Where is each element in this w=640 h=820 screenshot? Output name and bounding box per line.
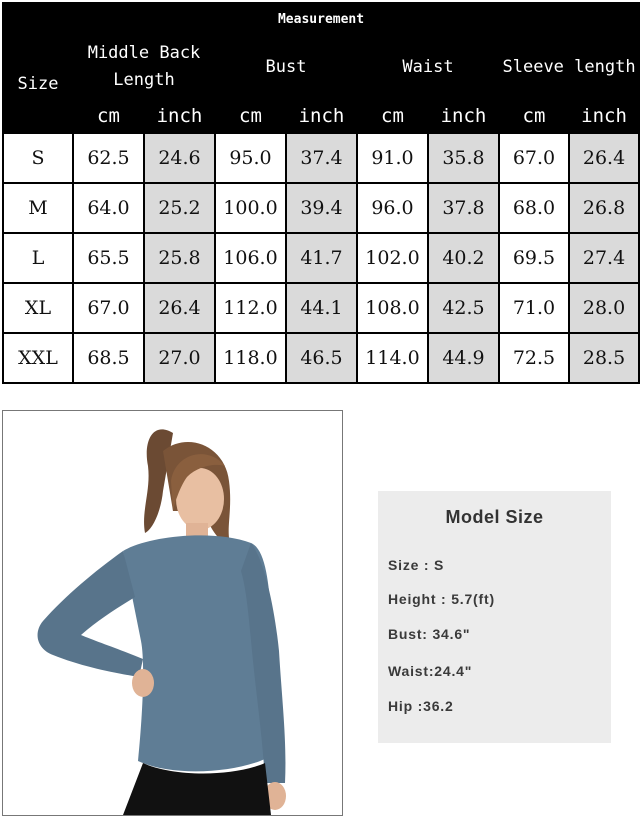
table-cell: 42.5: [428, 283, 499, 333]
unit-header: cm: [357, 99, 428, 133]
model-waist-value: Waist:24.4": [388, 663, 473, 679]
table-row: [3, 183, 639, 233]
size-cell: M: [3, 183, 73, 233]
table-title: Measurement: [3, 3, 639, 35]
table-cell: 62.5: [73, 133, 144, 183]
size-chart-table: [2, 2, 640, 384]
table-cell: 26.4: [569, 133, 639, 183]
unit-header: inch: [286, 99, 357, 133]
table-cell: 108.0: [357, 283, 428, 333]
table-row: [3, 233, 639, 283]
group-label-line1: Middle Back: [87, 43, 201, 63]
table-cell: 114.0: [357, 333, 428, 383]
model-photo: [2, 410, 343, 816]
unit-header: cm: [73, 99, 144, 133]
table-cell: 26.4: [144, 283, 215, 333]
model-size-value: Size : S: [388, 557, 445, 573]
table-cell: 37.8: [428, 183, 499, 233]
table-cell: 102.0: [357, 233, 428, 283]
table-row: [3, 133, 639, 183]
group-header-middle-back-length: [73, 35, 215, 99]
unit-header: cm: [215, 99, 286, 133]
group-header-waist: Waist: [357, 35, 499, 99]
model-bust-value: Bust: 34.6": [388, 626, 471, 642]
size-column-header: Size: [3, 35, 73, 133]
group-label-line2: Length: [113, 70, 175, 90]
table-cell: 39.4: [286, 183, 357, 233]
unit-header: cm: [499, 99, 569, 133]
table-cell: 106.0: [215, 233, 286, 283]
table-cell: 68.0: [499, 183, 569, 233]
table-cell: 112.0: [215, 283, 286, 333]
table-cell: 95.0: [215, 133, 286, 183]
unit-header: inch: [144, 99, 215, 133]
size-cell: XL: [3, 283, 73, 333]
table-cell: 24.6: [144, 133, 215, 183]
model-height-value: Height : 5.7(ft): [388, 591, 495, 607]
table-row: [3, 333, 639, 383]
table-cell: 44.9: [428, 333, 499, 383]
table-cell: 35.8: [428, 133, 499, 183]
table-cell: 27.4: [569, 233, 639, 283]
table-cell: 68.5: [73, 333, 144, 383]
table-cell: 96.0: [357, 183, 428, 233]
size-cell: XXL: [3, 333, 73, 383]
table-cell: 46.5: [286, 333, 357, 383]
table-cell: 67.0: [73, 283, 144, 333]
table-cell: 40.2: [428, 233, 499, 283]
table-cell: 28.5: [569, 333, 639, 383]
table-cell: 71.0: [499, 283, 569, 333]
model-illustration: [3, 411, 342, 815]
table-cell: 69.5: [499, 233, 569, 283]
table-cell: 64.0: [73, 183, 144, 233]
table-cell: 25.8: [144, 233, 215, 283]
table-cell: 65.5: [73, 233, 144, 283]
table-cell: 37.4: [286, 133, 357, 183]
table-cell: 41.7: [286, 233, 357, 283]
table-cell: 28.0: [569, 283, 639, 333]
table-cell: 67.0: [499, 133, 569, 183]
group-header-bust: Bust: [215, 35, 357, 99]
model-hip-value: Hip :36.2: [388, 698, 454, 714]
table-row: [3, 283, 639, 333]
table-cell: 91.0: [357, 133, 428, 183]
table-cell: 100.0: [215, 183, 286, 233]
table-cell: 26.8: [569, 183, 639, 233]
unit-header: inch: [569, 99, 639, 133]
table-cell: 44.1: [286, 283, 357, 333]
table-cell: 27.0: [144, 333, 215, 383]
group-header-sleeve-length: Sleeve length: [499, 35, 639, 99]
model-size-title: Model Size: [445, 507, 544, 527]
size-cell: L: [3, 233, 73, 283]
model-size-card: [378, 491, 611, 743]
table-cell: 25.2: [144, 183, 215, 233]
table-cell: 72.5: [499, 333, 569, 383]
table-cell: 118.0: [215, 333, 286, 383]
unit-header: inch: [428, 99, 499, 133]
size-cell: S: [3, 133, 73, 183]
